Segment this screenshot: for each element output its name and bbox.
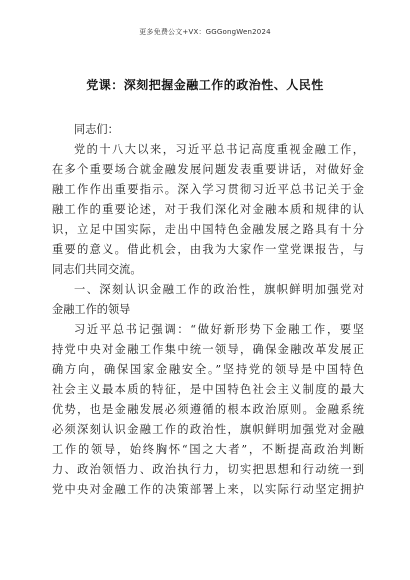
document-body bbox=[52, 120, 364, 500]
body-line: 融工作的重要论述，对于我们深化对金融本质和规律的认 bbox=[52, 203, 364, 216]
body-line: 一、深刻认识金融工作的政治性，旗帜鲜明加强党对 bbox=[74, 283, 364, 296]
body-line: 持党中央对金融工作集中统一领导，确保金融改革发展正 bbox=[52, 343, 364, 356]
body-line: 同志们： bbox=[74, 123, 119, 136]
body-line: 重要的意义。借此机会，由我为大家作一堂党课报告，与 bbox=[52, 243, 364, 256]
body-line: 识，立足中国实际，走出中国特色金融发展之路具有十分 bbox=[52, 223, 364, 236]
header-note: 更多免费公文+VX：GGGongWen2024 bbox=[139, 28, 271, 36]
document-title: 党课：深刻把握金融工作的政治性、人民性 bbox=[86, 78, 324, 92]
body-line: 力、政治领悟力、政治执行力，切实把思想和行动统一到 bbox=[52, 463, 364, 476]
body-line: 在多个重要场合就金融发展问题发表重要讲话，对做好金 bbox=[52, 163, 364, 176]
body-line: 习近平总书记强调：“做好新形势下金融工作，要坚 bbox=[74, 323, 364, 336]
body-line: 金融工作的领导 bbox=[52, 303, 131, 316]
body-line: 优势，也是金融发展必须遵循的根本政治原则。金融系统 bbox=[52, 403, 364, 416]
body-line: 同志们共同交流。 bbox=[52, 263, 142, 276]
body-line: 确方向，确保国家金融安全。”坚持党的领导是中国特色 bbox=[52, 363, 364, 376]
body-line: 必须深刻认识金融工作的政治性，旗帜鲜明加强党对金融 bbox=[52, 423, 364, 436]
body-line: 融工作作出重要指示。深入学习贯彻习近平总书记关于金 bbox=[52, 183, 364, 196]
body-line: 工作的领导，始终胸怀“国之大者”，不断提高政治判断 bbox=[52, 443, 364, 456]
body-line: 社会主义最本质的特征，是中国特色社会主义制度的最大 bbox=[52, 383, 364, 396]
body-line: 党中央对金融工作的决策部署上来，以实际行动坚定拥护 bbox=[52, 483, 364, 496]
body-line: 党的十八大以来，习近平总书记高度重视金融工作， bbox=[74, 143, 364, 156]
